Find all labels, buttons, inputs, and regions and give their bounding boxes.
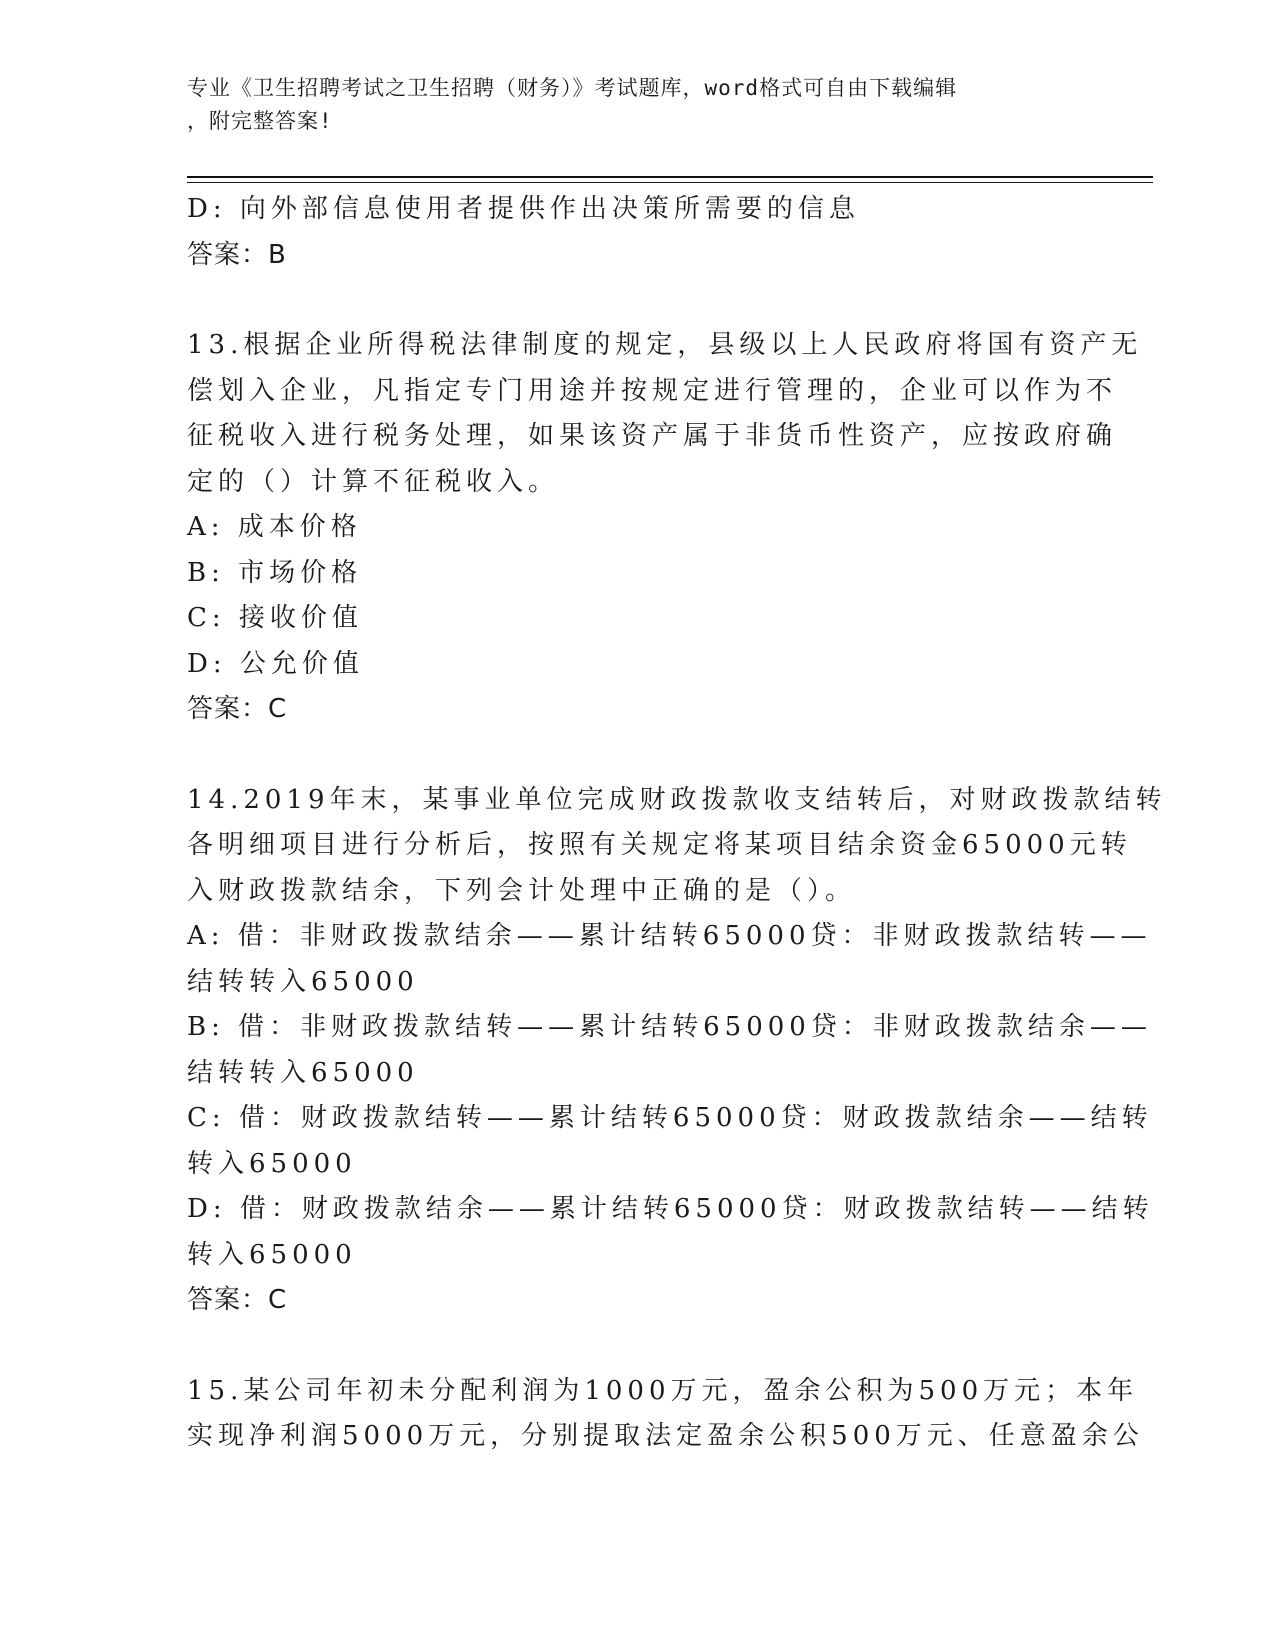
header-divider-thick bbox=[187, 176, 1153, 178]
question-text-line: 15.某公司年初未分配利润为1000万元，盈余公积为500万元；本年 bbox=[187, 1375, 1139, 1406]
header-line-2: ，附完整答案! bbox=[187, 109, 333, 133]
spacer bbox=[187, 733, 1087, 778]
option-d-cont: 转入65000 bbox=[187, 1239, 357, 1270]
question-text-line: 实现净利润5000万元，分别提取法定盈余公积500万元、任意盈余公 bbox=[187, 1421, 1144, 1451]
answer-line: 答案：B bbox=[187, 239, 287, 270]
question-text-line: 征税收入进行税务处理，如果该资产属于非货币性资产，应按政府确 bbox=[187, 421, 1118, 451]
question-text-line: 14.2019年末，某事业单位完成财政拨款收支结转后，对财政拨款结转 bbox=[187, 784, 1167, 815]
question-text-line: 各明细项目进行分析后，按照有关规定将某项目结余资金65000元转 bbox=[187, 830, 1132, 860]
question-14 bbox=[187, 778, 1167, 1324]
option-b: B: 借：非财政拨款结转——累计结转65000贷：非财政拨款结余—— bbox=[187, 1012, 1152, 1042]
option-b: B: 市场价格 bbox=[187, 557, 363, 588]
header-line-1: 专业《卫生招聘考试之卫生招聘（财务）》考试题库，word格式可自由下载编辑 bbox=[187, 76, 958, 100]
question-text-line: 偿划入企业，凡指定专门用途并按规定进行管理的，企业可以作为不 bbox=[187, 375, 1118, 406]
option-a-cont: 结转转入65000 bbox=[187, 966, 419, 997]
question-text-line: 定的（）计算不征税收入。 bbox=[187, 466, 560, 497]
answer-line: 答案：C bbox=[187, 1285, 288, 1315]
document-body bbox=[187, 187, 1167, 1460]
option-b-cont: 结转转入65000 bbox=[187, 1057, 419, 1088]
previous-question-tail bbox=[187, 187, 1087, 278]
option-c: C: 借：财政拨款结转——累计结转65000贷：财政拨款结余——结转 bbox=[187, 1103, 1153, 1133]
option-a: A: 成本价格 bbox=[187, 512, 362, 542]
question-text-line: 入财政拨款结余，下列会计处理中正确的是（）。 bbox=[187, 875, 857, 906]
option-d: D: 向外部信息使用者提供作出决策所需要的信息 bbox=[187, 194, 860, 224]
header-divider-thin bbox=[187, 182, 1153, 183]
question-text-line: 13.根据企业所得税法律制度的规定，县级以上人民政府将国有资产无 bbox=[187, 330, 1143, 360]
option-c-cont: 转入65000 bbox=[187, 1148, 357, 1179]
option-d: D: 公允价值 bbox=[187, 648, 364, 679]
answer-line: 答案：C bbox=[187, 694, 288, 724]
spacer bbox=[187, 1324, 1087, 1369]
option-d: D: 借：财政拨款结余——累计结转65000贷：财政拨款结转——结转 bbox=[187, 1194, 1154, 1224]
option-c: C: 接收价值 bbox=[187, 603, 363, 633]
question-13 bbox=[187, 323, 1143, 733]
spacer bbox=[187, 278, 1087, 323]
document-header bbox=[187, 72, 1067, 138]
option-a: A: 借：非财政拨款结余——累计结转65000贷：非财政拨款结转—— bbox=[187, 921, 1152, 951]
question-15 bbox=[187, 1369, 1144, 1460]
